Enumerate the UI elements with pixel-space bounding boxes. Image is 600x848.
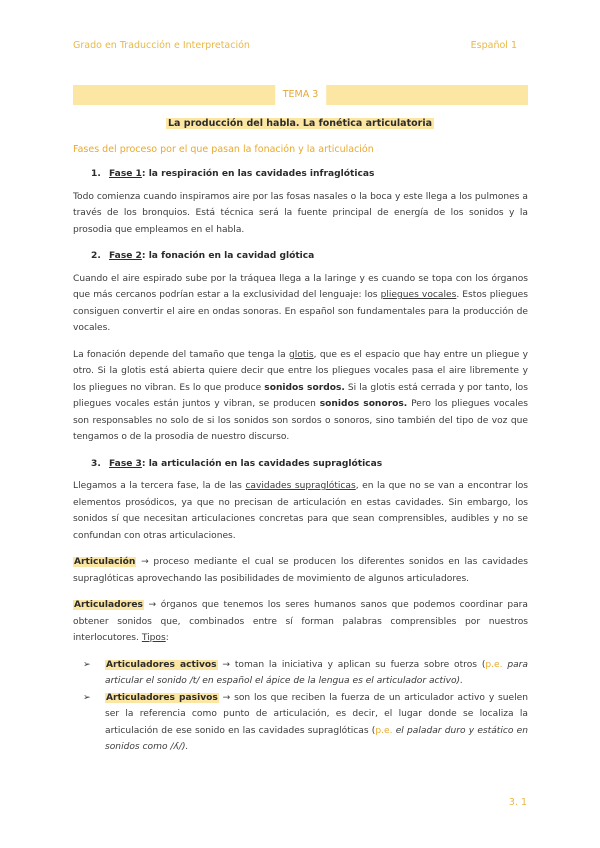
term-sonidos-sordos: sonidos sordos. — [264, 382, 345, 393]
text-run: : — [165, 633, 169, 643]
example-marker: p.e. — [375, 725, 393, 736]
term-cavidades-supragloticas: cavidades supraglóticas — [245, 481, 356, 491]
paragraph-articulation-phase — [73, 478, 528, 544]
term-glotis: glotis — [288, 349, 314, 360]
definition-articuladores — [73, 597, 528, 647]
header-course: Grado en Traducción e Interpretación — [73, 40, 250, 51]
term-articuladores-activos: Articuladores activos — [106, 659, 217, 670]
text-run: Llegamos a la tercera fase, la de las — [73, 481, 246, 491]
phase-label: Fase 2 — [109, 251, 142, 261]
example-marker: p.e. — [485, 659, 503, 670]
arrow: → — [136, 557, 154, 567]
page-title-text: La producción del habla. La fonética articulatoria — [168, 118, 432, 129]
term-tipos: Tipos — [141, 633, 166, 643]
page-number: 3. 1 — [508, 797, 527, 808]
page-title — [0, 116, 600, 133]
phase-label: Fase 1 — [109, 169, 142, 179]
text-run: proceso mediante el cual se producen los diferentes sonidos en las cavidades supraglóticas aprovechando las posibilidades de movimiento de algunos articuladores. — [73, 557, 528, 584]
text-run: Pero los pliegues vocales son responsables no solo de si los sonidos son sordos o sonoros, sino también del tipo de voz que tengamos o de la prosodia de nuestro discurso. — [73, 399, 529, 442]
section-subtitle: Fases del proceso por el que pasan la fonación y la articulación — [73, 144, 374, 155]
term-sonidos-sonoros: sonidos sonoros. — [319, 399, 408, 409]
phase-title: : la fonación en la cavidad glótica — [141, 251, 315, 261]
topic-banner — [73, 85, 528, 105]
text-run: el paladar duro y estático en sonidos como /ʎ/). — [105, 725, 528, 752]
list-item — [83, 690, 528, 756]
phase-1-heading — [91, 166, 528, 183]
phase-number: 3. — [91, 458, 101, 469]
text-run: Cuando el aire espirado sube por la tráquea llega a la laringe y es cuando se topa con los órganos que más cercanos podrían estar a la exclusividad del lenguaje: los — [73, 273, 528, 300]
text-run: para articular el sonido /t/ en español el ápice de la lengua es el articulador activo). — [105, 659, 528, 686]
paragraph-glottis — [73, 347, 528, 446]
header-subject: Español 1 — [470, 40, 517, 51]
text-run: , en la que no se van a encontrar los elementos prosódicos, ya que no precisan de articulación en estas cavidades. Sin embargo, los sonidos sí que necesitan articulaciones concretas para que sean comprensibles, audibles y no se confundan con otras articulaciones. — [73, 481, 528, 541]
articulator-types-list — [73, 657, 528, 756]
topic-label: TEMA 3 — [275, 85, 327, 105]
arrow-bullet-icon: ➢ — [83, 692, 91, 703]
term-articuladores: Articuladores — [74, 600, 143, 610]
text-run: órganos que tenemos los seres humanos sanos que podemos coordinar para obtener sonidos que, combinados entre sí forman palabras comprensibles por nuestros interlocutores. — [73, 600, 528, 643]
arrow: → — [217, 659, 235, 670]
arrow: → — [218, 692, 235, 703]
phase-label: Fase 3 — [109, 458, 142, 469]
phase-title: : la articulación en las cavidades supraglóticas — [141, 458, 383, 469]
phase-title: : la respiración en las cavidades infraglóticas — [141, 169, 375, 179]
text-run: , que es el espacio que hay entre un pliegue y otro. Si la glotis está abierta quiere decir que entre los pliegues vocales pasa el aire libremente y los pliegues no vibran. Es lo que produce — [73, 349, 529, 393]
arrow-bullet-icon: ➢ — [83, 659, 91, 670]
term-articulacion: Articulación — [74, 557, 136, 567]
text-run: son los que reciben la fuerza de un articulador activo y suelen ser la referencia como punto de articulación, es decir, el lugar donde se localiza la articulación de ese sonido en las cavidades supraglóticas ( — [105, 692, 529, 736]
arrow: → — [143, 600, 161, 610]
term-articuladores-pasivos: Articuladores pasivos — [106, 692, 218, 703]
phase-3-heading — [91, 456, 528, 473]
phase-2-heading — [91, 248, 528, 265]
paragraph-respiration: Todo comienza cuando inspiramos aire por las fosas nasales o la boca y este llega a los pulmones a través de los bronquios. Está técnica será la fuente principal de energía de los sonidos y la prosodia que empleamos en el habla. — [73, 191, 528, 235]
list-item — [83, 657, 528, 690]
term-pliegues-vocales: pliegues vocales — [380, 290, 457, 300]
text-run: Si la glotis está cerrada y por tanto, los pliegues vocales están juntos y vibran, se producen — [73, 382, 528, 409]
phase-number: 2. — [91, 251, 101, 261]
text-run: . Estos pliegues consiguen convertir el aire en ondas sonoras. En español son fundamentales para la producción de vocales. — [73, 290, 528, 333]
definition-articulacion — [73, 554, 528, 587]
text-run: toman la iniciativa y aplican su fuerza sobre otros ( — [234, 659, 486, 670]
document-body — [73, 162, 528, 756]
text-run: La fonación depende del tamaño que tenga la — [73, 349, 289, 360]
phase-number: 1. — [91, 169, 101, 179]
paragraph-phonation — [73, 271, 528, 337]
